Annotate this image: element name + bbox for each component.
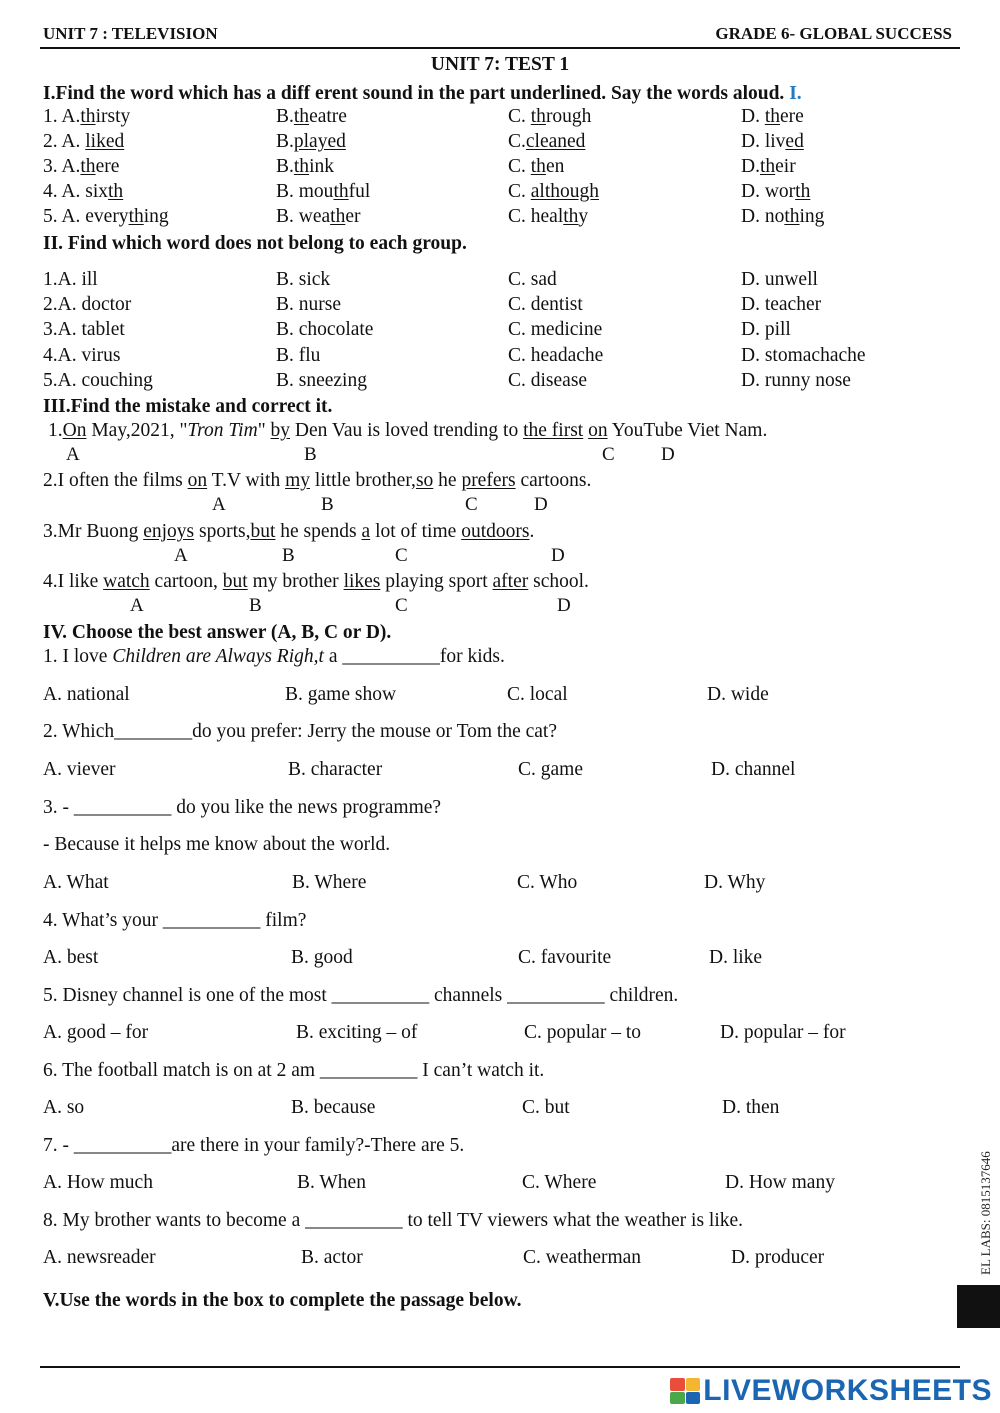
sound-option: 4. A. sixth xyxy=(43,181,124,202)
group-option: B. nurse xyxy=(276,294,341,315)
mcq-option-b: B. character xyxy=(288,759,383,780)
header-rule xyxy=(40,47,960,49)
group-option: D. unwell xyxy=(741,269,818,290)
sound-option: B.theatre xyxy=(276,106,347,127)
mcq-option-b: B. good xyxy=(291,947,353,968)
logo-text: LIVEWORKSHEETS xyxy=(703,1374,992,1407)
sound-option: C. then xyxy=(508,156,565,177)
sound-option: 3. A.there xyxy=(43,156,120,177)
sound-option: B. mouthful xyxy=(276,181,371,202)
sound-option: 1. A.thirsty xyxy=(43,106,131,127)
mcq-question-6: 6. The football match is on at 2 am __________ I can’t watch it. xyxy=(43,1060,545,1081)
mcq-option-c: C. weatherman xyxy=(523,1247,642,1268)
option-letter: D xyxy=(661,444,675,465)
mcq-question-3: 3. - __________ do you like the news programme? xyxy=(43,797,442,818)
group-option: 5.A. couching xyxy=(43,370,153,391)
option-letter: B xyxy=(249,595,262,616)
mcq-option-d: D. like xyxy=(709,947,763,968)
group-option: C. sad xyxy=(508,269,557,290)
option-letter: A xyxy=(174,545,188,566)
mcq-option-b: B. exciting – of xyxy=(296,1022,418,1043)
mcq-option-d: D. then xyxy=(722,1097,780,1118)
mcq-option-c: C. but xyxy=(522,1097,570,1118)
section-2-heading: II. Find which word does not belong to each group. xyxy=(43,233,467,254)
side-credit: EL LABS: 0815137646 xyxy=(978,1151,993,1275)
mcq-option-d: D. popular – for xyxy=(720,1022,846,1043)
group-option: D. teacher xyxy=(741,294,822,315)
section-5-heading: V.Use the words in the box to complete the passage below. xyxy=(43,1290,522,1311)
option-letter: A xyxy=(130,595,144,616)
group-option: B. sneezing xyxy=(276,370,367,391)
mcq-question-4: 4. What’s your __________ film? xyxy=(43,910,307,931)
answer-box-marker xyxy=(957,1285,1000,1328)
option-letter: D xyxy=(557,595,571,616)
sound-option: D. nothing xyxy=(741,206,825,227)
unit-label: UNIT 7 : TELEVISION xyxy=(43,24,218,43)
mcq-question-1: 1. I love Children are Always Righ,t a __________for kids. xyxy=(43,646,505,667)
test-title: UNIT 7: TEST 1 xyxy=(430,54,570,75)
mcq-option-a: A. How much xyxy=(43,1172,153,1193)
mcq-question-7: 7. - __________are there in your family?-There are 5. xyxy=(43,1135,465,1156)
mcq-option-d: D. wide xyxy=(707,684,769,705)
mcq-question-3-answer: - Because it helps me know about the world. xyxy=(43,834,391,855)
option-letter: C xyxy=(602,444,615,465)
mistake-question-4: 4.I like watch cartoon, but my brother likes playing sport after school. xyxy=(43,571,589,592)
mcq-option-a: A. What xyxy=(43,872,109,893)
mcq-option-a: A. best xyxy=(43,947,99,968)
mcq-option-c: C. Who xyxy=(517,872,578,893)
option-letter: D xyxy=(534,494,548,515)
group-option: B. chocolate xyxy=(276,319,374,340)
mcq-option-a: A. newsreader xyxy=(43,1247,156,1268)
section-3-heading: III.Find the mistake and correct it. xyxy=(43,396,333,417)
mistake-question-3: 3.Mr Buong enjoys sports,but he spends a lot of time outdoors. xyxy=(43,521,535,542)
option-letter: C xyxy=(465,494,478,515)
group-option: C. dentist xyxy=(508,294,583,315)
mcq-option-c: C. local xyxy=(507,684,568,705)
sound-option: B. weather xyxy=(276,206,361,227)
sound-option: D. worth xyxy=(741,181,811,202)
sound-option: D.their xyxy=(741,156,796,177)
mistake-question-1: 1.On May,2021, "Tron Tim" by Den Vau is loved trending to the first on YouTube Viet Nam. xyxy=(48,420,768,441)
mcq-option-d: D. producer xyxy=(731,1247,825,1268)
sound-option: D. there xyxy=(741,106,804,127)
group-option: 4.A. virus xyxy=(43,345,121,366)
mcq-question-8: 8. My brother wants to become a __________ to tell TV viewers what the weather is like. xyxy=(43,1210,744,1231)
sound-option: 5. A. everything xyxy=(43,206,169,227)
group-option: 2.A. doctor xyxy=(43,294,132,315)
mcq-option-d: D. channel xyxy=(711,759,796,780)
mcq-option-c: C. favourite xyxy=(518,947,612,968)
sound-option: B.played xyxy=(276,131,346,152)
mcq-option-c: C. popular – to xyxy=(524,1022,641,1043)
group-option: 1.A. ill xyxy=(43,269,98,290)
sound-option: C.cleaned xyxy=(508,131,586,152)
sound-option: 2. A. liked xyxy=(43,131,125,152)
mcq-option-b: B. When xyxy=(297,1172,366,1193)
mcq-option-d: D. Why xyxy=(704,872,766,893)
mcq-option-a: A. so xyxy=(43,1097,85,1118)
sound-option: C. through xyxy=(508,106,592,127)
mcq-option-a: A. viever xyxy=(43,759,116,780)
group-option: D. runny nose xyxy=(741,370,851,391)
mcq-option-b: B. because xyxy=(291,1097,376,1118)
footer-rule xyxy=(40,1366,960,1368)
sound-option: C. healthy xyxy=(508,206,589,227)
section-1-heading: I.Find the word which has a diff erent sound in the part underlined. Say the words aloud. I. xyxy=(43,83,802,104)
liveworksheets-logo-icon xyxy=(670,1378,700,1404)
mcq-option-a: A. national xyxy=(43,684,130,705)
liveworksheets-logo[interactable] xyxy=(670,1374,992,1408)
section-4-heading: IV. Choose the best answer (A, B, C or D). xyxy=(43,622,392,643)
mcq-option-d: D. How many xyxy=(725,1172,835,1193)
group-option: C. headache xyxy=(508,345,604,366)
group-option: C. disease xyxy=(508,370,588,391)
sound-option: B.think xyxy=(276,156,334,177)
mcq-option-b: B. game show xyxy=(285,684,397,705)
mcq-question-2: 2. Which________do you prefer: Jerry the mouse or Tom the cat? xyxy=(43,721,557,742)
mcq-option-b: B. Where xyxy=(292,872,367,893)
group-option: B. sick xyxy=(276,269,331,290)
page-header xyxy=(43,24,952,48)
mcq-question-5: 5. Disney channel is one of the most __________ channels __________ children. xyxy=(43,985,679,1006)
group-option: 3.A. tablet xyxy=(43,319,125,340)
group-option: B. flu xyxy=(276,345,321,366)
option-letter: A xyxy=(66,444,80,465)
mcq-option-a: A. good – for xyxy=(43,1022,149,1043)
group-option: D. pill xyxy=(741,319,791,340)
option-letter: B xyxy=(282,545,295,566)
option-letter: A xyxy=(212,494,226,515)
option-letter: D xyxy=(551,545,565,566)
option-letter: B xyxy=(321,494,334,515)
grade-label: GRADE 6- GLOBAL SUCCESS xyxy=(715,24,952,43)
sound-option: C. although xyxy=(508,181,600,202)
mcq-option-b: B. actor xyxy=(301,1247,363,1268)
mcq-option-c: C. game xyxy=(518,759,583,780)
option-letter: C xyxy=(395,595,408,616)
mistake-question-2: 2.I often the films on T.V with my little brother,so he prefers cartoons. xyxy=(43,470,592,491)
mcq-option-c: C. Where xyxy=(522,1172,597,1193)
group-option: D. stomachache xyxy=(741,345,866,366)
option-letter: C xyxy=(395,545,408,566)
option-letter: B xyxy=(304,444,317,465)
group-option: C. medicine xyxy=(508,319,603,340)
sound-option: D. lived xyxy=(741,131,804,152)
